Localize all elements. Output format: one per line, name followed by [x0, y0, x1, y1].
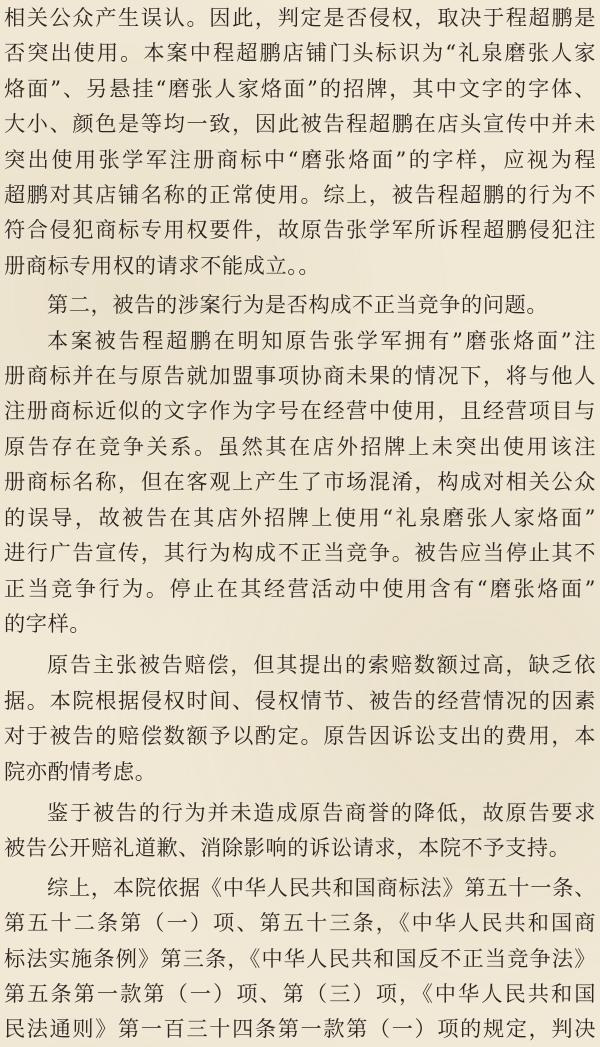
paragraph-2 [4, 287, 596, 322]
text-line: 的字样。 [4, 610, 92, 636]
text-line: 进行广告宣传，其行为构成不正当竞争。被告应当停止其不 [4, 540, 596, 566]
text-line: 据。本院根据侵权时间、侵权情节、被告的经营情况的因素 [4, 687, 596, 713]
text-line: 原告存在竞争关系。虽然其在店外招牌上未突出使用该注 [4, 433, 596, 459]
text-line: 相关公众产生误认。因此，判定是否侵权，取决于程超鹏是 [4, 5, 596, 30]
text-line: 院亦酌情考虑。 [4, 758, 157, 784]
text-line: 鉴于被告的行为并未造成原告商誉的降低，故原告要求 [47, 799, 596, 825]
text-line: 烙面”、另悬挂“磨张人家烙面”的招牌，其中文字的字体、 [4, 75, 596, 101]
text-line: 注册商标近似的文字作为字号在经营中使用，且经营项目与 [4, 398, 596, 424]
text-line: 第五条第一款第（一）项、第（三）项，《中华人民共和国 [4, 980, 596, 1006]
text-line: 综上，本院依据《中华人民共和国商标法》第五十一条、 [47, 874, 596, 900]
text-line: 符合侵犯商标专用权要件，故原告张学军所诉程超鹏侵犯注 [4, 217, 596, 243]
text-line: 被告公开赔礼道歉、消除影响的诉讼请求，本院不予支持。 [4, 835, 571, 861]
text-line: 超鹏对其店铺名称的正常使用。综上，被告程超鹏的行为不 [4, 182, 596, 208]
text-line: 大小、颜色是等均一致，因此被告程超鹏在店头宣传中并未 [4, 111, 596, 137]
paragraph-5 [4, 795, 596, 866]
text-line: 第五十二条第（一）项、第五十三条，《中华人民共和国商 [4, 910, 596, 936]
text-line: 原告主张被告赔偿，但其提出的索赔数额过高，缺乏依 [47, 652, 596, 678]
text-line: 册商标名称，但在客观上产生了市场混淆，构成对相关公众 [4, 469, 596, 495]
text-line: 册商标并在与原告就加盟事项协商未果的情况下，将与他人 [4, 363, 596, 389]
text-line: 册商标专用权的请求不能成立。。 [4, 252, 321, 278]
paragraph-3 [4, 323, 596, 642]
text-line: 第二，被告的涉案行为是否构成不正当竞争的问题。 [47, 292, 549, 318]
paragraph-4 [4, 647, 596, 789]
text-line: 的误导，故被告在其店外招牌上使用“礼泉磨张人家烙面” [4, 504, 596, 530]
text-line: 否突出使用。本案中程超鹏店铺门头标识为“礼泉磨张人家 [4, 40, 596, 66]
text-line: 本案被告程超鹏在明知原告张学军拥有”磨张烙面”注 [47, 327, 596, 353]
text-line: 突出使用张学军注册商标中“磨张烙面”的字样，应视为程 [4, 146, 596, 172]
document-page [4, 0, 596, 1042]
text-line: 正当竞争行为。停止在其经营活动中使用含有“磨张烙面” [4, 575, 596, 601]
paragraph-6 [4, 870, 596, 1047]
text-line: 民法通则》第一百三十四条第一款第（一）项的规定，判决 [4, 1016, 596, 1042]
paragraph-1 [4, 0, 596, 283]
text-line: 对于被告的赔偿数额予以酌定。原告因诉讼支出的费用，本 [4, 723, 596, 749]
text-line: 标法实施条例》第三条，《中华人民共和国反不正当竞争法》 [4, 945, 596, 971]
